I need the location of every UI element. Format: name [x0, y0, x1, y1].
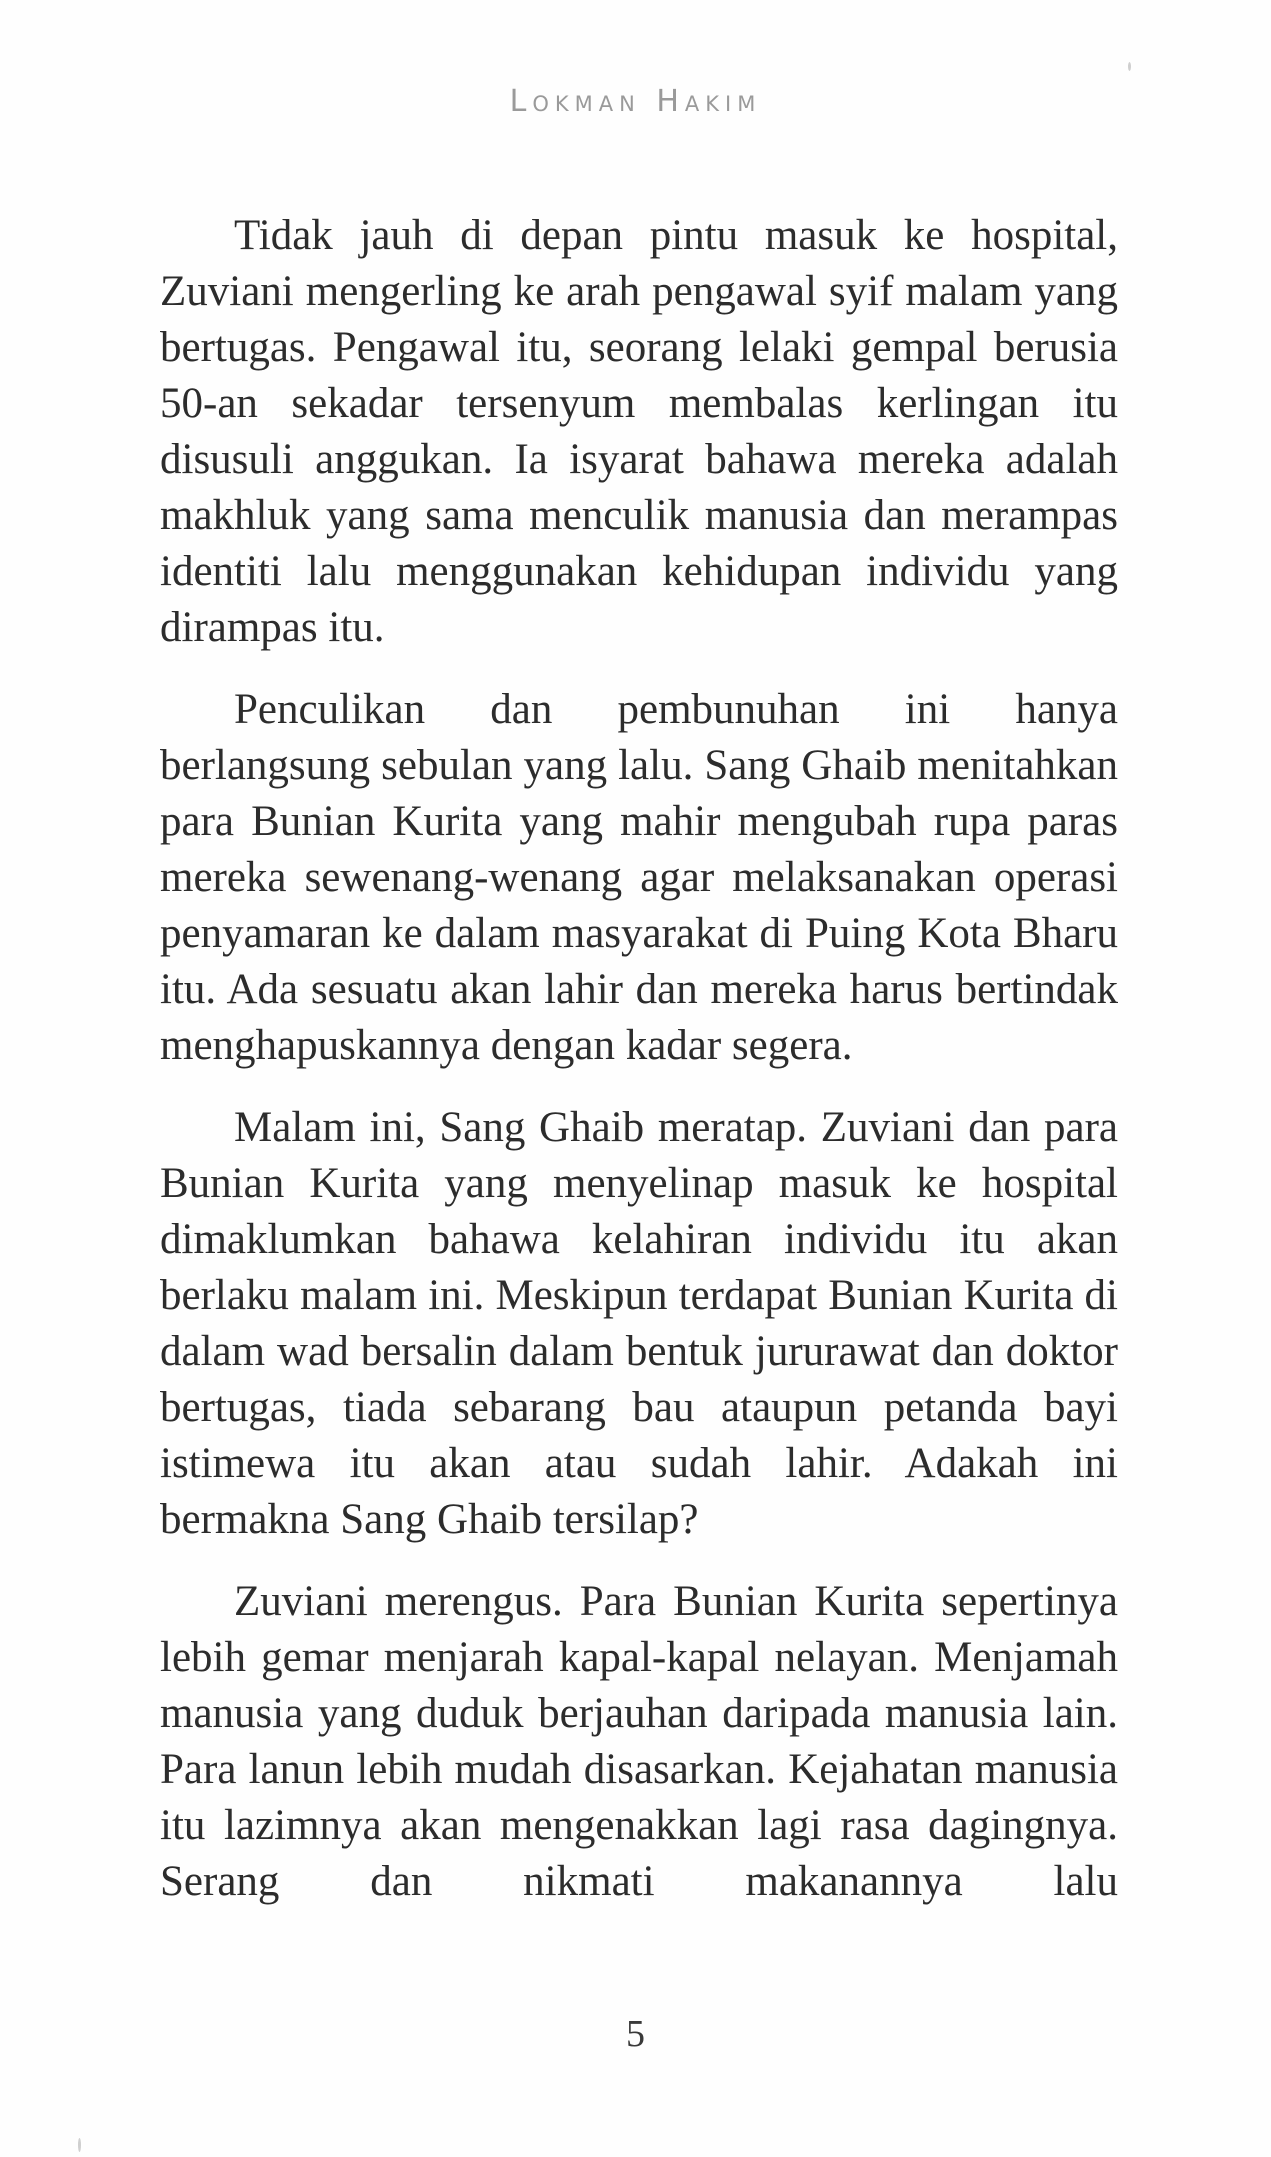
paragraph-1: Tidak jauh di depan pintu masuk ke hospital, Zuviani mengerling ke arah pengawal syif malam yang bertugas. Pengawal itu, seorang lelaki gempal berusia 50-an sekadar tersenyum membalas kerlingan itu disusuli anggukan. Ia isyarat bahawa mereka adalah makhluk yang sama menculik manusia dan merampas identiti lalu menggunakan kehidupan individu yang dirampas itu. — [160, 212, 1118, 651]
paragraph-3: Malam ini, Sang Ghaib meratap. Zuviani dan para Bunian Kurita yang menyelinap masuk ke hospital dimaklumkan bahawa kelahiran individu itu akan berlaku malam ini. Meskipun terdapat Bunian Kurita di dalam wad bersalin dalam bentuk jururawat dan doktor bertugas, tiada sebarang bau ataupun petanda bayi istimewa itu akan atau sudah lahir. Adakah ini bermakna Sang Ghaib tersilap? — [160, 1104, 1118, 1543]
body-text — [160, 208, 1118, 1936]
paragraph-4: Zuviani merengus. Para Bunian Kurita sepertinya lebih gemar menjarah kapal-kapal nelayan. Menjamah manusia yang duduk berjauhan daripada manusia lain. Para lanun lebih mudah disasarkan. Kejahatan manusia itu lazimnya akan mengenakkan lagi rasa dagingnya. Serang dan nikmati makanannya lalu — [160, 1578, 1118, 1905]
paragraph-2: Penculikan dan pembunuhan ini hanya berlangsung sebulan yang lalu. Sang Ghaib menitahkan para Bunian Kurita yang mahir mengubah rupa paras mereka sewenang-wenang agar melaksanakan operasi penyamaran ke dalam masyarakat di Puing Kota Bharu itu. Ada sesuatu akan lahir dan mereka harus bertindak menghapuskannya dengan kadar segera. — [160, 686, 1118, 1069]
scan-speck — [78, 2138, 81, 2152]
page-number: 5 — [626, 2013, 645, 2055]
running-head: Lokman Hakim — [509, 84, 762, 119]
scan-speck — [1128, 62, 1131, 71]
